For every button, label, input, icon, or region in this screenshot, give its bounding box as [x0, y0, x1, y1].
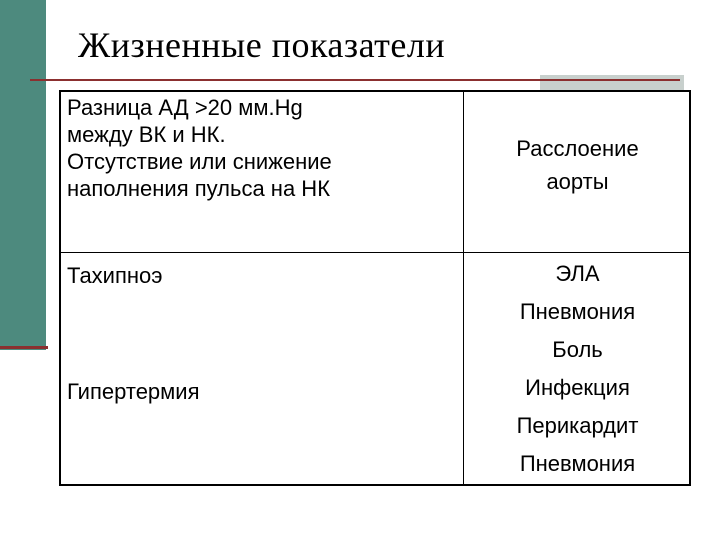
row2-right-cell — [464, 255, 691, 483]
row2-right-line: Перикардит — [516, 413, 639, 438]
row1-left-line: наполнения пульса на НК — [67, 176, 331, 201]
row2-right-line: ЭЛА — [555, 261, 600, 286]
row2-left-text: Гипертермия — [67, 379, 200, 404]
vitals-table — [59, 90, 691, 486]
row2-left-text: Тахипноэ — [67, 263, 163, 288]
decorative-block — [540, 75, 684, 91]
row1-left-line: между ВК и НК. — [67, 122, 226, 147]
side-accent-bar — [0, 0, 46, 350]
title-underline — [30, 79, 680, 81]
row1-left-line: Отсутствие или снижение — [67, 149, 332, 174]
row-divider — [61, 252, 689, 253]
row2-right-line: Пневмония — [519, 299, 636, 324]
row2-right-line: Боль — [552, 337, 603, 362]
row2-left-cell-b — [67, 378, 457, 405]
side-accent-rule — [0, 346, 48, 349]
row2-right-line: Инфекция — [525, 375, 630, 400]
row1-right-line: аорты — [546, 169, 609, 194]
row2-left-cell-a — [67, 262, 457, 289]
row1-left-cell — [67, 94, 457, 202]
row1-right-line: Расслоение — [516, 136, 639, 161]
row1-right-cell — [464, 132, 691, 198]
slide-title: Жизненные показатели — [78, 25, 446, 65]
row1-left-line: Разница АД >20 мм.Hg — [67, 95, 303, 120]
row2-right-line: Пневмония — [519, 451, 636, 476]
